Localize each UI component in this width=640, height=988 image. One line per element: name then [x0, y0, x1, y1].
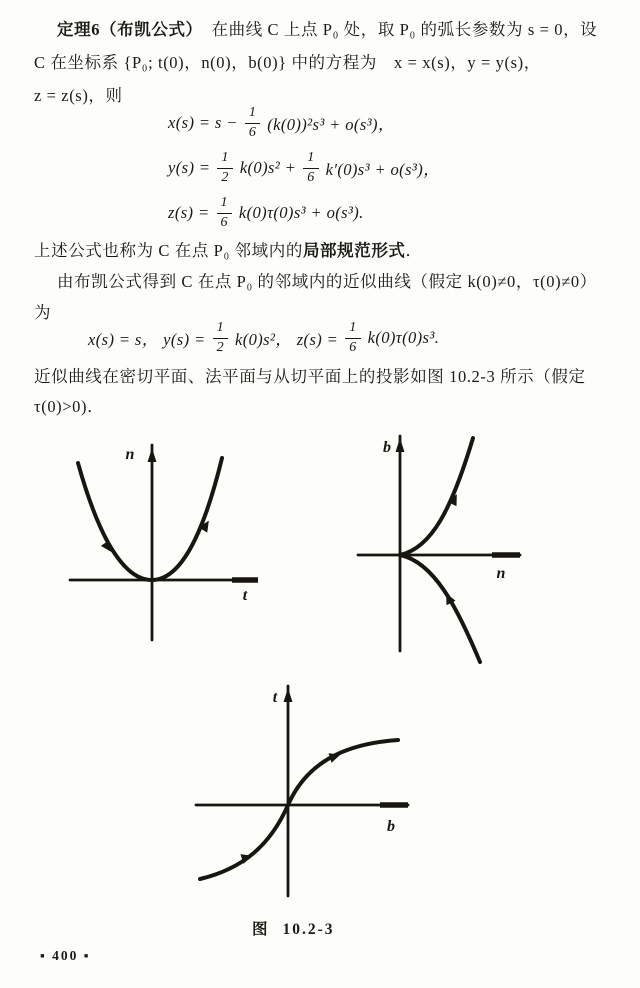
- figure-osculating-plane: [60, 437, 275, 649]
- formula-approx: [88, 318, 439, 358]
- fraction: $\frac{1}{6}$: [345, 321, 360, 355]
- para3-line2: τ(0)>0)．: [34, 397, 105, 416]
- formula-z-lead: z(s) =: [168, 203, 210, 222]
- formula-x-lead: x(s) = s −: [168, 113, 238, 132]
- b-axis-label: b: [387, 818, 395, 835]
- n-axis-label: n: [496, 565, 506, 582]
- figure-caption-number: 10.2-3: [282, 921, 335, 938]
- fraction: $\frac{1}{2}$: [217, 151, 232, 185]
- figure-normal-plane: [340, 430, 560, 666]
- b-axis-arrow-icon: [396, 438, 405, 452]
- formula-z-tail: k(0)τ(0)s³ + o(s³).: [238, 203, 364, 222]
- theorem-heading: 定理6（布凯公式）: [57, 20, 195, 39]
- para1-line2: C 在坐标系 {P₀; t(0)，n(0)，b(0)} 中的方程为 x = x(s)，y = y(s)，: [34, 53, 541, 72]
- formula-y-tail: k′(0)s³ + o(s³)，: [325, 160, 441, 179]
- page-number: ▪ 400 ▪: [40, 948, 91, 963]
- formula-approx-p1: x(s) = s， y(s) =: [88, 330, 206, 349]
- parabola-curve: [78, 458, 222, 580]
- fraction: $\frac{1}{6}$: [303, 151, 318, 185]
- n-axis-label: n: [125, 446, 135, 463]
- figure-caption: [252, 917, 335, 939]
- formula-x-tail: (k(0))²s³ + o(s³)，: [267, 115, 395, 134]
- formula-approx-p2: k(0)s²， z(s) =: [234, 330, 339, 349]
- cusp-upper-branch: [400, 438, 473, 555]
- n-axis-arrow-icon: [148, 448, 157, 462]
- para2-line3: 为: [34, 303, 52, 322]
- formula-y-mid: k(0)s² +: [239, 158, 297, 177]
- local-canonical-form-term: 局部规范形式: [302, 241, 406, 260]
- para3-line1: 近似曲线在密切平面、法平面与从切平面上的投影如图 10.2-3 所示（假定: [34, 367, 586, 386]
- para2-line1: [34, 241, 423, 262]
- formula-y-lead: y(s) =: [168, 158, 211, 177]
- figure-rectifying-plane: [180, 678, 425, 914]
- cubic-curve: [200, 740, 398, 879]
- para1-line1: [57, 20, 597, 41]
- fraction: $\frac{1}{2}$: [213, 321, 228, 355]
- formula-z: [168, 193, 364, 233]
- para1-line1-text: 在曲线 C 上点 P₀ 处，取 P₀ 的弧长参数为 s = 0，设: [194, 20, 598, 39]
- figure-caption-word: 图: [252, 921, 269, 938]
- para2-line1-end: ．: [405, 241, 423, 260]
- t-axis-label: t: [242, 587, 248, 604]
- para1-line3: z = z(s)，则: [34, 86, 123, 105]
- cusp-lower-branch: [400, 555, 480, 662]
- para2-line1-pre: 上述公式也称为 C 在点 P₀ 邻域内的: [34, 241, 303, 260]
- formula-approx-p3: k(0)τ(0)s³.: [367, 328, 440, 347]
- t-axis-label: t: [272, 689, 278, 706]
- formula-y: [168, 148, 440, 188]
- fraction: $\frac{1}{6}$: [217, 196, 232, 230]
- fraction: $\frac{1}{6}$: [245, 106, 260, 140]
- formula-x: [168, 103, 395, 143]
- t-axis-arrow-icon: [284, 688, 293, 702]
- para2-line2: 由布凯公式得到 C 在点 P₀ 的邻域内的近似曲线（假定 k(0)≠0，τ(0)≠0）: [57, 272, 597, 291]
- b-axis-label: b: [383, 439, 391, 456]
